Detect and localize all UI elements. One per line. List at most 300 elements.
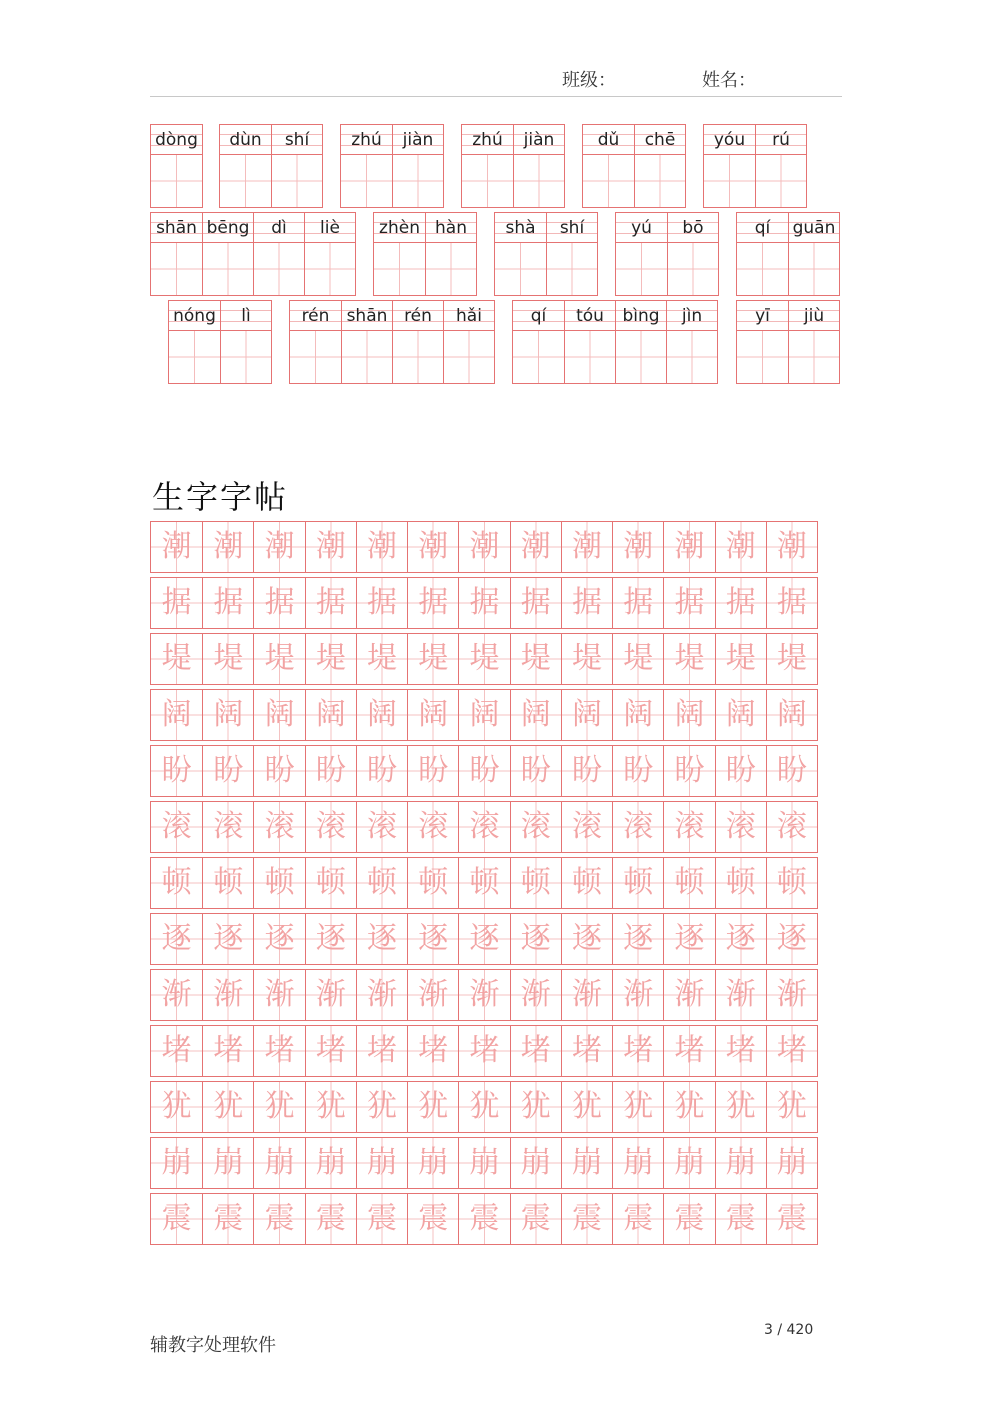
- trace-character-cell[interactable]: 据: [663, 578, 714, 628]
- pinyin-cell[interactable]: [583, 125, 634, 207]
- hanzi-writing-box[interactable]: [151, 243, 202, 295]
- pinyin-cell[interactable]: [615, 301, 666, 383]
- trace-character-cell[interactable]: 潮: [253, 522, 304, 572]
- hanzi-writing-box[interactable]: [789, 331, 839, 383]
- character-row: [150, 857, 818, 909]
- trace-character-cell[interactable]: 堵: [510, 1026, 561, 1076]
- pinyin-word-box: [340, 124, 444, 208]
- pinyin-word-box: [736, 300, 840, 384]
- trace-character-cell[interactable]: 堵: [561, 1026, 612, 1076]
- trace-character-cell[interactable]: 潮: [458, 522, 509, 572]
- trace-character-cell[interactable]: 逐: [458, 914, 509, 964]
- trace-character-cell[interactable]: 顿: [305, 858, 356, 908]
- hanzi-writing-box[interactable]: [616, 243, 667, 295]
- trace-character-cell[interactable]: 顿: [253, 858, 304, 908]
- trace-character-cell[interactable]: 犹: [458, 1082, 509, 1132]
- hanzi-writing-box[interactable]: [514, 155, 564, 207]
- hanzi-writing-box[interactable]: [513, 331, 564, 383]
- section-title: 生字字帖: [152, 478, 289, 516]
- trace-character-cell[interactable]: 渐: [458, 970, 509, 1020]
- trace-character-cell[interactable]: 滚: [202, 802, 253, 852]
- hanzi-writing-box[interactable]: [341, 155, 392, 207]
- trace-character-cell[interactable]: 堵: [612, 1026, 663, 1076]
- trace-character-cell[interactable]: 渐: [151, 970, 202, 1020]
- trace-character-cell[interactable]: 据: [561, 578, 612, 628]
- trace-character-cell[interactable]: 崩: [253, 1138, 304, 1188]
- hanzi-writing-box[interactable]: [221, 331, 271, 383]
- hanzi-writing-box[interactable]: [151, 155, 202, 207]
- trace-character-cell[interactable]: 犹: [766, 1082, 817, 1132]
- hanzi-writing-box[interactable]: [704, 155, 755, 207]
- trace-character-cell[interactable]: 潮: [612, 522, 663, 572]
- pinyin-cell[interactable]: [634, 125, 685, 207]
- pinyin-cell[interactable]: [513, 301, 564, 383]
- trace-character-cell[interactable]: 顿: [458, 858, 509, 908]
- trace-character-cell[interactable]: 顿: [715, 858, 766, 908]
- trace-character-cell[interactable]: 崩: [151, 1138, 202, 1188]
- trace-character-cell[interactable]: 渐: [715, 970, 766, 1020]
- trace-character-cell[interactable]: 堵: [253, 1026, 304, 1076]
- pinyin-cell[interactable]: [737, 301, 788, 383]
- pinyin-cell[interactable]: [788, 301, 839, 383]
- trace-character-cell[interactable]: 堤: [407, 634, 458, 684]
- pinyin-cell[interactable]: [443, 301, 494, 383]
- pinyin-cell[interactable]: [304, 213, 355, 295]
- pinyin-syllable: zhú: [462, 125, 513, 155]
- trace-character-cell[interactable]: 堤: [663, 634, 714, 684]
- character-row: [150, 913, 818, 965]
- pinyin-cell[interactable]: [341, 301, 392, 383]
- pinyin-cell[interactable]: [151, 213, 202, 295]
- trace-character-cell[interactable]: 崩: [305, 1138, 356, 1188]
- character-row: [150, 745, 818, 797]
- hanzi-writing-box[interactable]: [547, 243, 597, 295]
- pinyin-cell[interactable]: [220, 125, 271, 207]
- pinyin-cell[interactable]: [704, 125, 755, 207]
- trace-character-cell[interactable]: 滚: [663, 802, 714, 852]
- pinyin-cell[interactable]: [202, 213, 253, 295]
- hanzi-writing-box[interactable]: [305, 243, 355, 295]
- pinyin-cell[interactable]: [737, 213, 788, 295]
- trace-character-cell[interactable]: 阔: [356, 690, 407, 740]
- hanzi-writing-box[interactable]: [342, 331, 392, 383]
- pinyin-cell[interactable]: [374, 213, 425, 295]
- pinyin-word-box: [168, 300, 272, 384]
- trace-character-cell[interactable]: 渐: [766, 970, 817, 1020]
- hanzi-writing-box[interactable]: [789, 243, 839, 295]
- trace-character-cell[interactable]: 阔: [305, 690, 356, 740]
- trace-character-cell[interactable]: 潮: [305, 522, 356, 572]
- pinyin-word-box: [150, 124, 203, 208]
- trace-character-cell[interactable]: 犹: [612, 1082, 663, 1132]
- trace-character-cell[interactable]: 堤: [715, 634, 766, 684]
- hanzi-writing-box[interactable]: [374, 243, 425, 295]
- trace-character-cell[interactable]: 堤: [356, 634, 407, 684]
- hanzi-writing-box[interactable]: [169, 331, 220, 383]
- hanzi-writing-box[interactable]: [565, 331, 615, 383]
- trace-character-cell[interactable]: 崩: [407, 1138, 458, 1188]
- trace-character-cell[interactable]: 堤: [458, 634, 509, 684]
- hanzi-writing-box[interactable]: [616, 331, 666, 383]
- trace-character-cell[interactable]: 逐: [561, 914, 612, 964]
- pinyin-syllable: dǔ: [583, 125, 634, 155]
- trace-character-cell[interactable]: 堤: [305, 634, 356, 684]
- trace-character-cell[interactable]: 盼: [151, 746, 202, 796]
- character-practice-grid: [150, 521, 818, 1249]
- character-row: [150, 969, 818, 1021]
- trace-character-cell[interactable]: 滚: [458, 802, 509, 852]
- trace-character-cell[interactable]: 崩: [510, 1138, 561, 1188]
- hanzi-writing-box[interactable]: [583, 155, 634, 207]
- trace-character-cell[interactable]: 崩: [715, 1138, 766, 1188]
- pinyin-syllable: tóu: [565, 301, 615, 331]
- pinyin-cell[interactable]: [290, 301, 341, 383]
- pinyin-cell[interactable]: [788, 213, 839, 295]
- pinyin-syllable: yī: [737, 301, 788, 331]
- pinyin-syllable: yú: [616, 213, 667, 243]
- character-row: [150, 1137, 818, 1189]
- trace-character-cell[interactable]: 堵: [305, 1026, 356, 1076]
- pinyin-word-box: [150, 212, 356, 296]
- trace-character-cell[interactable]: 堤: [253, 634, 304, 684]
- hanzi-writing-box[interactable]: [272, 155, 322, 207]
- trace-character-cell[interactable]: 盼: [663, 746, 714, 796]
- hanzi-writing-box[interactable]: [254, 243, 304, 295]
- trace-character-cell[interactable]: 犹: [561, 1082, 612, 1132]
- trace-character-cell[interactable]: 潮: [715, 522, 766, 572]
- trace-character-cell[interactable]: 阔: [253, 690, 304, 740]
- trace-character-cell[interactable]: 渐: [407, 970, 458, 1020]
- trace-character-cell[interactable]: 渐: [510, 970, 561, 1020]
- trace-character-cell[interactable]: 渐: [561, 970, 612, 1020]
- hanzi-writing-box[interactable]: [668, 243, 718, 295]
- pinyin-syllable: yóu: [704, 125, 755, 155]
- trace-character-cell[interactable]: 崩: [202, 1138, 253, 1188]
- pinyin-syllable: lì: [221, 301, 271, 331]
- trace-character-cell[interactable]: 震: [458, 1194, 509, 1244]
- trace-character-cell[interactable]: 盼: [202, 746, 253, 796]
- trace-character-cell[interactable]: 顿: [151, 858, 202, 908]
- trace-character-cell[interactable]: 潮: [407, 522, 458, 572]
- trace-character-cell[interactable]: 盼: [458, 746, 509, 796]
- trace-character-cell[interactable]: 崩: [458, 1138, 509, 1188]
- pinyin-syllable: dòng: [151, 125, 202, 155]
- hanzi-writing-box[interactable]: [426, 243, 476, 295]
- trace-character-cell[interactable]: 犹: [305, 1082, 356, 1132]
- trace-character-cell[interactable]: 逐: [253, 914, 304, 964]
- trace-character-cell[interactable]: 据: [612, 578, 663, 628]
- pinyin-syllable: dì: [254, 213, 304, 243]
- pinyin-syllable: guān: [789, 213, 839, 243]
- trace-character-cell[interactable]: 犹: [202, 1082, 253, 1132]
- trace-character-cell[interactable]: 盼: [407, 746, 458, 796]
- pinyin-cell[interactable]: [666, 301, 717, 383]
- trace-character-cell[interactable]: 潮: [202, 522, 253, 572]
- trace-character-cell[interactable]: 震: [510, 1194, 561, 1244]
- pinyin-cell[interactable]: [667, 213, 718, 295]
- trace-character-cell[interactable]: 滚: [253, 802, 304, 852]
- trace-character-cell[interactable]: 渐: [663, 970, 714, 1020]
- trace-character-cell[interactable]: 据: [253, 578, 304, 628]
- pinyin-word-box: [494, 212, 598, 296]
- trace-character-cell[interactable]: 滚: [561, 802, 612, 852]
- trace-character-cell[interactable]: 顿: [202, 858, 253, 908]
- trace-character-cell[interactable]: 渐: [253, 970, 304, 1020]
- pinyin-syllable: jiàn: [514, 125, 564, 155]
- pinyin-word-box: [615, 212, 719, 296]
- trace-character-cell[interactable]: 潮: [663, 522, 714, 572]
- trace-character-cell[interactable]: 滚: [612, 802, 663, 852]
- trace-character-cell[interactable]: 阔: [151, 690, 202, 740]
- hanzi-writing-box[interactable]: [756, 155, 806, 207]
- hanzi-writing-box[interactable]: [203, 243, 253, 295]
- trace-character-cell[interactable]: 犹: [510, 1082, 561, 1132]
- pinyin-cell[interactable]: [755, 125, 806, 207]
- pinyin-cell[interactable]: [169, 301, 220, 383]
- pinyin-word-box: [512, 300, 718, 384]
- trace-character-cell[interactable]: 堤: [151, 634, 202, 684]
- trace-character-cell[interactable]: 震: [356, 1194, 407, 1244]
- hanzi-writing-box[interactable]: [737, 331, 788, 383]
- trace-character-cell[interactable]: 滚: [151, 802, 202, 852]
- trace-character-cell[interactable]: 震: [407, 1194, 458, 1244]
- trace-character-cell[interactable]: 堵: [151, 1026, 202, 1076]
- character-row: [150, 689, 818, 741]
- trace-character-cell[interactable]: 潮: [510, 522, 561, 572]
- trace-character-cell[interactable]: 阔: [663, 690, 714, 740]
- pinyin-cell[interactable]: [495, 213, 546, 295]
- trace-character-cell[interactable]: 震: [305, 1194, 356, 1244]
- pinyin-word-box: [736, 212, 840, 296]
- trace-character-cell[interactable]: 堤: [202, 634, 253, 684]
- trace-character-cell[interactable]: 崩: [663, 1138, 714, 1188]
- pinyin-syllable: rén: [393, 301, 443, 331]
- trace-character-cell[interactable]: 据: [151, 578, 202, 628]
- trace-character-cell[interactable]: 崩: [561, 1138, 612, 1188]
- trace-character-cell[interactable]: 震: [202, 1194, 253, 1244]
- trace-character-cell[interactable]: 顿: [561, 858, 612, 908]
- trace-character-cell[interactable]: 逐: [305, 914, 356, 964]
- trace-character-cell[interactable]: 盼: [305, 746, 356, 796]
- trace-character-cell[interactable]: 潮: [561, 522, 612, 572]
- trace-character-cell[interactable]: 滚: [715, 802, 766, 852]
- trace-character-cell[interactable]: 盼: [766, 746, 817, 796]
- hanzi-writing-box[interactable]: [667, 331, 717, 383]
- trace-character-cell[interactable]: 堤: [766, 634, 817, 684]
- trace-character-cell[interactable]: 渐: [305, 970, 356, 1020]
- trace-character-cell[interactable]: 潮: [356, 522, 407, 572]
- trace-character-cell[interactable]: 逐: [510, 914, 561, 964]
- trace-character-cell[interactable]: 逐: [612, 914, 663, 964]
- trace-character-cell[interactable]: 阔: [407, 690, 458, 740]
- pinyin-cell[interactable]: [616, 213, 667, 295]
- hanzi-writing-box[interactable]: [393, 155, 443, 207]
- trace-character-cell[interactable]: 渐: [202, 970, 253, 1020]
- character-row: [150, 521, 818, 573]
- trace-character-cell[interactable]: 顿: [356, 858, 407, 908]
- trace-character-cell[interactable]: 渐: [356, 970, 407, 1020]
- trace-character-cell[interactable]: 阔: [510, 690, 561, 740]
- trace-character-cell[interactable]: 阔: [458, 690, 509, 740]
- trace-character-cell[interactable]: 据: [356, 578, 407, 628]
- pinyin-syllable: zhèn: [374, 213, 425, 243]
- trace-character-cell[interactable]: 阔: [612, 690, 663, 740]
- trace-character-cell[interactable]: 逐: [151, 914, 202, 964]
- trace-character-cell[interactable]: 堵: [766, 1026, 817, 1076]
- trace-character-cell[interactable]: 犹: [715, 1082, 766, 1132]
- hanzi-writing-box[interactable]: [220, 155, 271, 207]
- trace-character-cell[interactable]: 阔: [561, 690, 612, 740]
- trace-character-cell[interactable]: 逐: [356, 914, 407, 964]
- pinyin-syllable: rú: [756, 125, 806, 155]
- pinyin-syllable: jìn: [667, 301, 717, 331]
- pinyin-syllable: qí: [737, 213, 788, 243]
- trace-character-cell[interactable]: 堵: [715, 1026, 766, 1076]
- pinyin-syllable: dùn: [220, 125, 271, 155]
- trace-character-cell[interactable]: 震: [561, 1194, 612, 1244]
- character-row: [150, 1193, 818, 1245]
- pinyin-syllable: chē: [635, 125, 685, 155]
- class-label: 班级：: [562, 70, 616, 91]
- character-row: [150, 801, 818, 853]
- pinyin-syllable: shí: [272, 125, 322, 155]
- trace-character-cell[interactable]: 堵: [663, 1026, 714, 1076]
- trace-character-cell[interactable]: 盼: [612, 746, 663, 796]
- trace-character-cell[interactable]: 据: [305, 578, 356, 628]
- pinyin-cell[interactable]: [253, 213, 304, 295]
- trace-character-cell[interactable]: 滚: [356, 802, 407, 852]
- trace-character-cell[interactable]: 盼: [561, 746, 612, 796]
- pinyin-syllable: qí: [513, 301, 564, 331]
- trace-character-cell[interactable]: 顿: [612, 858, 663, 908]
- trace-character-cell[interactable]: 据: [766, 578, 817, 628]
- pinyin-word-box: [289, 300, 495, 384]
- trace-character-cell[interactable]: 滚: [510, 802, 561, 852]
- trace-character-cell[interactable]: 堵: [202, 1026, 253, 1076]
- trace-character-cell[interactable]: 盼: [715, 746, 766, 796]
- pinyin-cell[interactable]: [271, 125, 322, 207]
- trace-character-cell[interactable]: 震: [253, 1194, 304, 1244]
- pinyin-word-box: [703, 124, 807, 208]
- trace-character-cell[interactable]: 逐: [766, 914, 817, 964]
- trace-character-cell[interactable]: 滚: [305, 802, 356, 852]
- trace-character-cell[interactable]: 潮: [766, 522, 817, 572]
- pinyin-syllable: bō: [668, 213, 718, 243]
- trace-character-cell[interactable]: 盼: [510, 746, 561, 796]
- trace-character-cell[interactable]: 震: [715, 1194, 766, 1244]
- trace-character-cell[interactable]: 堤: [510, 634, 561, 684]
- pinyin-syllable: jiàn: [393, 125, 443, 155]
- pinyin-cell[interactable]: [564, 301, 615, 383]
- trace-character-cell[interactable]: 盼: [253, 746, 304, 796]
- hanzi-writing-box[interactable]: [393, 331, 443, 383]
- pinyin-syllable: rén: [290, 301, 341, 331]
- trace-character-cell[interactable]: 逐: [202, 914, 253, 964]
- pinyin-word-box: [461, 124, 565, 208]
- trace-character-cell[interactable]: 震: [151, 1194, 202, 1244]
- trace-character-cell[interactable]: 据: [715, 578, 766, 628]
- page-header: [0, 0, 992, 100]
- hanzi-writing-box[interactable]: [290, 331, 341, 383]
- pinyin-syllable: jiù: [789, 301, 839, 331]
- trace-character-cell[interactable]: 犹: [253, 1082, 304, 1132]
- pinyin-cell[interactable]: [425, 213, 476, 295]
- trace-character-cell[interactable]: 震: [766, 1194, 817, 1244]
- trace-character-cell[interactable]: 逐: [663, 914, 714, 964]
- trace-character-cell[interactable]: 崩: [766, 1138, 817, 1188]
- trace-character-cell[interactable]: 潮: [151, 522, 202, 572]
- trace-character-cell[interactable]: 据: [458, 578, 509, 628]
- trace-character-cell[interactable]: 堵: [458, 1026, 509, 1076]
- trace-character-cell[interactable]: 堤: [612, 634, 663, 684]
- pinyin-cell[interactable]: [151, 125, 202, 207]
- trace-character-cell[interactable]: 震: [663, 1194, 714, 1244]
- pinyin-cell[interactable]: [392, 125, 443, 207]
- trace-character-cell[interactable]: 崩: [612, 1138, 663, 1188]
- trace-character-cell[interactable]: 犹: [407, 1082, 458, 1132]
- trace-character-cell[interactable]: 犹: [663, 1082, 714, 1132]
- pinyin-cell[interactable]: [462, 125, 513, 207]
- pinyin-syllable: bìng: [616, 301, 666, 331]
- trace-character-cell[interactable]: 阔: [715, 690, 766, 740]
- trace-character-cell[interactable]: 逐: [715, 914, 766, 964]
- hanzi-writing-box[interactable]: [495, 243, 546, 295]
- trace-character-cell[interactable]: 滚: [766, 802, 817, 852]
- pinyin-syllable: nóng: [169, 301, 220, 331]
- hanzi-writing-box[interactable]: [462, 155, 513, 207]
- trace-character-cell[interactable]: 顿: [510, 858, 561, 908]
- trace-character-cell[interactable]: 盼: [356, 746, 407, 796]
- pinyin-cell[interactable]: [513, 125, 564, 207]
- trace-character-cell[interactable]: 阔: [202, 690, 253, 740]
- hanzi-writing-box[interactable]: [635, 155, 685, 207]
- character-row: [150, 1081, 818, 1133]
- hanzi-writing-box[interactable]: [737, 243, 788, 295]
- pinyin-cell[interactable]: [220, 301, 271, 383]
- trace-character-cell[interactable]: 据: [510, 578, 561, 628]
- trace-character-cell[interactable]: 堵: [356, 1026, 407, 1076]
- pinyin-syllable: shān: [151, 213, 202, 243]
- pinyin-word-box: [582, 124, 686, 208]
- trace-character-cell[interactable]: 据: [202, 578, 253, 628]
- trace-character-cell[interactable]: 顿: [766, 858, 817, 908]
- pinyin-syllable: hàn: [426, 213, 476, 243]
- trace-character-cell[interactable]: 犹: [151, 1082, 202, 1132]
- trace-character-cell[interactable]: 堤: [561, 634, 612, 684]
- pinyin-word-box: [219, 124, 323, 208]
- trace-character-cell[interactable]: 滚: [407, 802, 458, 852]
- trace-character-cell[interactable]: 顿: [407, 858, 458, 908]
- hanzi-writing-box[interactable]: [444, 331, 494, 383]
- character-row: [150, 577, 818, 629]
- pinyin-syllable: shà: [495, 213, 546, 243]
- pinyin-syllable: liè: [305, 213, 355, 243]
- pinyin-cell[interactable]: [341, 125, 392, 207]
- trace-character-cell[interactable]: 顿: [663, 858, 714, 908]
- trace-character-cell[interactable]: 逐: [407, 914, 458, 964]
- trace-character-cell[interactable]: 据: [407, 578, 458, 628]
- pinyin-cell[interactable]: [392, 301, 443, 383]
- pinyin-cell[interactable]: [546, 213, 597, 295]
- trace-character-cell[interactable]: 堵: [407, 1026, 458, 1076]
- character-row: [150, 633, 818, 685]
- trace-character-cell[interactable]: 渐: [612, 970, 663, 1020]
- trace-character-cell[interactable]: 犹: [356, 1082, 407, 1132]
- header-rule: [150, 96, 842, 97]
- trace-character-cell[interactable]: 阔: [766, 690, 817, 740]
- trace-character-cell[interactable]: 震: [612, 1194, 663, 1244]
- trace-character-cell[interactable]: 崩: [356, 1138, 407, 1188]
